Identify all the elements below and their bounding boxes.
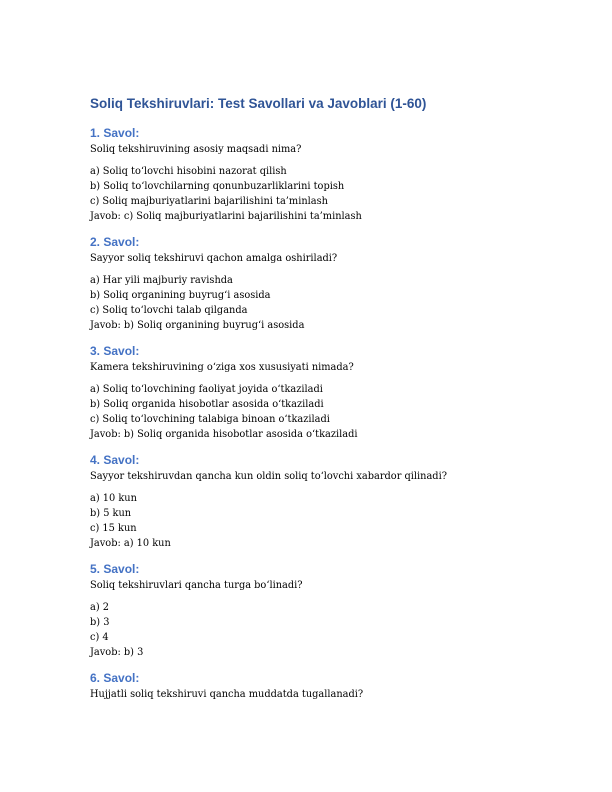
answer-option: b) Soliq organining buyrug‘i asosida (90, 290, 271, 301)
correct-answer: Javob: c) Soliq majburiyatlarini bajarilishini ta’minlash (90, 211, 362, 222)
document-page (90, 95, 530, 713)
answer-option: c) Soliq to‘lovchining talabiga binoan o‘tkaziladi (90, 414, 330, 425)
correct-answer: Javob: b) 3 (90, 647, 144, 658)
question-block (90, 344, 530, 442)
question-block (90, 235, 530, 333)
question-block (90, 126, 530, 224)
question-text: Soliq tekshiruvining asosiy maqsadi nima? (90, 144, 302, 155)
answer-option: c) 4 (90, 632, 109, 643)
answer-option: b) Soliq organida hisobotlar asosida o‘tkaziladi (90, 399, 324, 410)
question-text: Kamera tekshiruvining o‘ziga xos xususiyati nimada? (90, 362, 354, 373)
answer-option: b) 5 kun (90, 508, 132, 519)
answer-option: a) Soliq to‘lovchining faoliyat joyida o‘tkaziladi (90, 384, 323, 395)
answer-option: c) 15 kun (90, 523, 137, 534)
question-heading: 2. Savol: (90, 235, 140, 249)
answer-option: a) Soliq to‘lovchi hisobini nazorat qilish (90, 166, 287, 177)
question-heading: 1. Savol: (90, 126, 140, 140)
answer-option: c) Soliq majburiyatlarini bajarilishini ta’minlash (90, 196, 328, 207)
question-heading: 3. Savol: (90, 344, 140, 358)
correct-answer: Javob: a) 10 kun (90, 538, 171, 549)
answer-option: c) Soliq to‘lovchi talab qilganda (90, 305, 248, 316)
question-heading: 5. Savol: (90, 562, 140, 576)
answer-option: a) 2 (90, 602, 110, 613)
answer-option: b) 3 (90, 617, 110, 628)
correct-answer: Javob: b) Soliq organining buyrug‘i asosida (90, 320, 305, 331)
question-text: Hujjatli soliq tekshiruvi qancha muddatda tugallanadi? (90, 689, 364, 700)
correct-answer: Javob: b) Soliq organida hisobotlar asosida o‘tkaziladi (90, 429, 358, 440)
answer-option: b) Soliq to‘lovchilarning qonunbuzarliklarini topish (90, 181, 345, 192)
document-title: Soliq Tekshiruvlari: Test Savollari va Javoblari (1-60) (90, 96, 427, 111)
question-text: Soliq tekshiruvlari qancha turga bo‘linadi? (90, 580, 303, 591)
question-block (90, 453, 530, 551)
question-text: Sayyor tekshiruvdan qancha kun oldin soliq to‘lovchi xabardor qilinadi? (90, 471, 447, 482)
question-block (90, 562, 530, 660)
question-text: Sayyor soliq tekshiruvi qachon amalga oshiriladi? (90, 253, 338, 264)
question-heading: 6. Savol: (90, 671, 140, 685)
answer-option: a) 10 kun (90, 493, 137, 504)
question-heading: 4. Savol: (90, 453, 140, 467)
question-block (90, 671, 530, 702)
answer-option: a) Har yili majburiy ravishda (90, 275, 233, 286)
